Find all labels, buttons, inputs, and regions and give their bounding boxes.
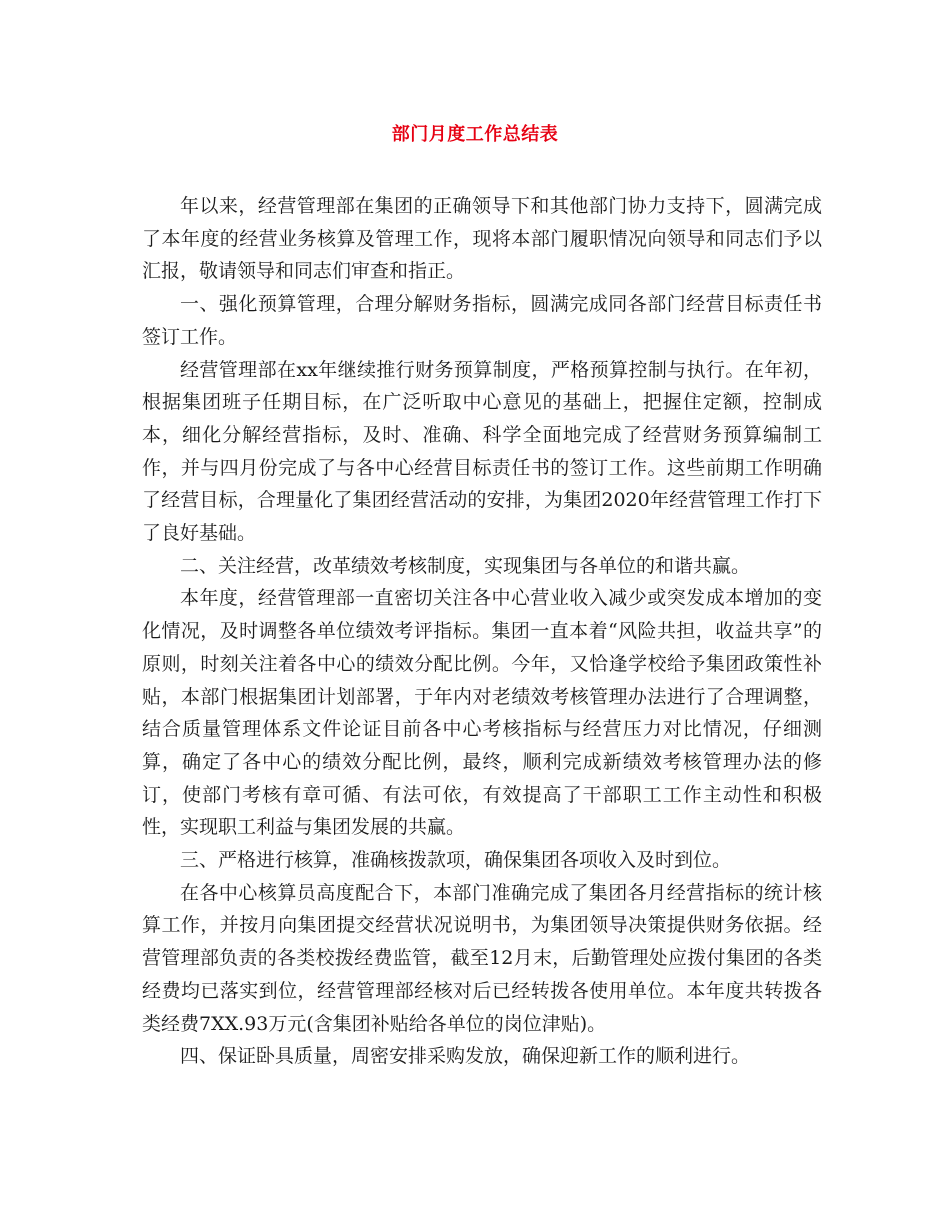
section-heading-4: 四、保证卧具质量，周密安排采购发放，确保迎新工作的顺利进行。	[180, 1045, 751, 1068]
document-body	[142, 190, 822, 1073]
section-heading-1: 一、强化预算管理，合理分解财务指标，圆满完成同各部门经营目标责任书签订工作。	[142, 293, 822, 348]
section-paragraph-2: 本年度，经营管理部一直密切关注各中心营业收入减少或突发成本增加的变化情况，及时调整各单位绩效考评指标。集团一直本着“风险共担，收益共享”的原则，时刻关注着各中心的绩效分配比例。今年，又恰逢学校给予集团政策性补贴，本部门根据集团计划部署，于年内对老绩效考核管理办法进行了合理调整，结合质量管理体系文件论证目前各中心考核指标与经营压力对比情况，仔细测算，确定了各中心的绩效分配比例，最终，顺利完成新绩效考核管理办法的修订，使部门考核有章可循、有法可依，有效提高了干部职工工作主动性和积极性，实现职工利益与集团发展的共赢。	[142, 587, 822, 839]
section-paragraph-3: 在各中心核算员高度配合下，本部门准确完成了集团各月经营指标的统计核算工作，并按月向集团提交经营状况说明书，为集团领导决策提供财务依据。经营管理部负责的各类校拨经费监管，截至12月末，后勤管理处应拨付集团的各类经费均已落实到位，经营管理部经核对后已经转拨各使用单位。本年度共转拨各类经费7XX.93万元(含集团补贴给各单位的岗位津贴)。	[142, 881, 822, 1035]
section-heading-3: 三、严格进行核算，准确核拨款项，确保集团各项收入及时到位。	[180, 849, 732, 872]
document-title: 部门月度工作总结表	[391, 124, 559, 145]
intro-paragraph: 年以来，经营管理部在集团的正确领导下和其他部门协力支持下，圆满完成了本年度的经营业务核算及管理工作，现将本部门履职情况向领导和同志们予以汇报，敬请领导和同志们审查和指正。	[142, 195, 822, 283]
section-heading-2: 二、关注经营，改革绩效考核制度，实现集团与各单位的和谐共赢。	[180, 554, 751, 577]
section-paragraph-1: 经营管理部在xx年继续推行财务预算制度，严格预算控制与执行。在年初，根据集团班子任期目标，在广泛听取中心意见的基础上，把握住定额，控制成本，细化分解经营指标，及时、准确、科学全面地完成了经营财务预算编制工作，并与四月份完成了与各中心经营目标责任书的签订工作。这些前期工作明确了经营目标，合理量化了集团经营活动的安排，为集团2020年经营管理工作打下了良好基础。	[142, 358, 822, 545]
